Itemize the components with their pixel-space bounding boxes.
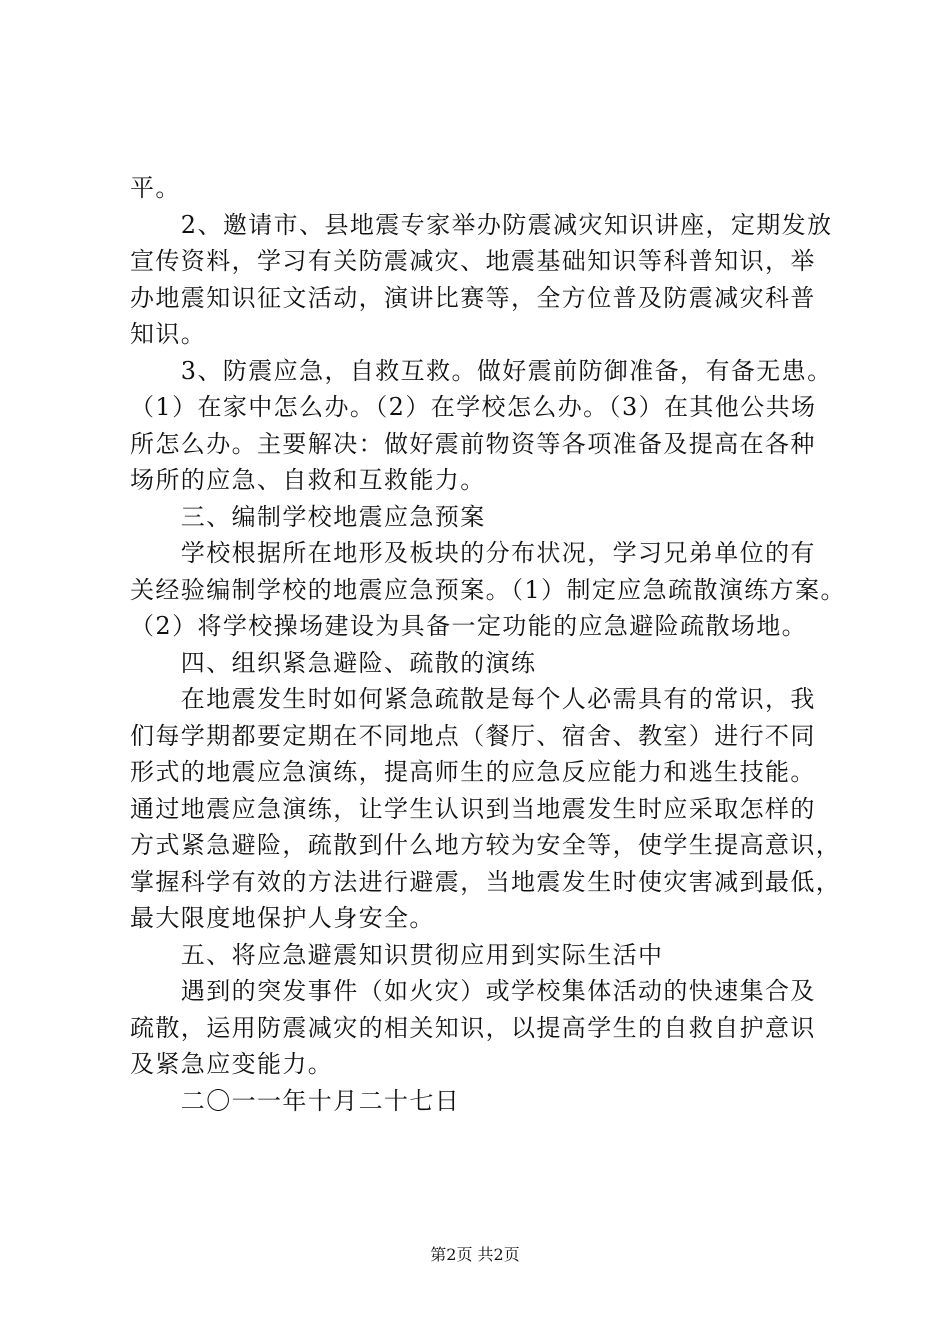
text-line: （2）将学校操场建设为具备一定功能的应急避险疏散场地。 <box>130 612 808 640</box>
text-line: 通过地震应急演练，让学生认识到当地震发生时应采取怎样的 <box>130 794 816 823</box>
body-text <box>130 170 846 1119</box>
text-line: 形式的地震应急演练，提高师生的应急反应能力和逃生技能。 <box>130 758 816 786</box>
section-heading: 五、将应急避震知识贯彻应用到实际生活中 <box>130 940 664 969</box>
text-line: 们每学期都要定期在不同地点（餐厅、宿舍、教室）进行不同 <box>130 721 816 750</box>
text-line: 学校根据所在地形及板块的分布状况，学习兄弟单位的有 <box>130 539 816 567</box>
text-line: 平。 <box>130 174 181 202</box>
document-date: 二〇一一年十月二十七日 <box>130 1086 461 1115</box>
text-line: 方式紧急避险，疏散到什么地方较为安全等，使学生提高意识， <box>130 831 842 859</box>
text-line: 3、防震应急，自救互救。做好震前防御准备，有备无患。 <box>130 356 833 385</box>
section-heading: 三、编制学校地震应急预案 <box>130 502 486 531</box>
text-line: 在地震发生时如何紧急疏散是每个人必需具有的常识，我 <box>130 685 816 713</box>
text-line: 办地震知识征文活动，演讲比赛等，全方位普及防震减灾科普 <box>130 283 816 312</box>
text-line: 关经验编制学校的地震应急预案。（1）制定应急疏散演练方案。 <box>130 575 846 604</box>
section-heading: 四、组织紧急避险、疏散的演练 <box>130 648 537 677</box>
page-number-footer: 第2页 共2页 <box>430 1245 520 1264</box>
text-line: 最大限度地保护人身安全。 <box>130 904 435 932</box>
text-line: 宣传资料，学习有关防震减灾、地震基础知识等科普知识，举 <box>130 247 816 275</box>
text-line: 知识。 <box>130 320 207 348</box>
text-line: 疏散，运用防震减灾的相关知识，以提高学生的自救自护意识 <box>130 1013 816 1042</box>
text-line: 及紧急应变能力。 <box>130 1050 334 1078</box>
text-line: 2、邀请市、县地震专家举办防震减灾知识讲座，定期发放 <box>130 210 833 239</box>
text-line: 掌握科学有效的方法进行避震，当地震发生时使灾害减到最低， <box>130 867 842 896</box>
text-line: 所怎么办。主要解决：做好震前物资等各项准备及提高在各种 <box>130 429 816 458</box>
text-line: 遇到的突发事件（如火灾）或学校集体活动的快速集合及 <box>130 977 816 1005</box>
text-line: 场所的应急、自救和互救能力。 <box>130 466 486 494</box>
text-line: （1）在家中怎么办。（2）在学校怎么办。（3）在其他公共场 <box>130 393 817 421</box>
